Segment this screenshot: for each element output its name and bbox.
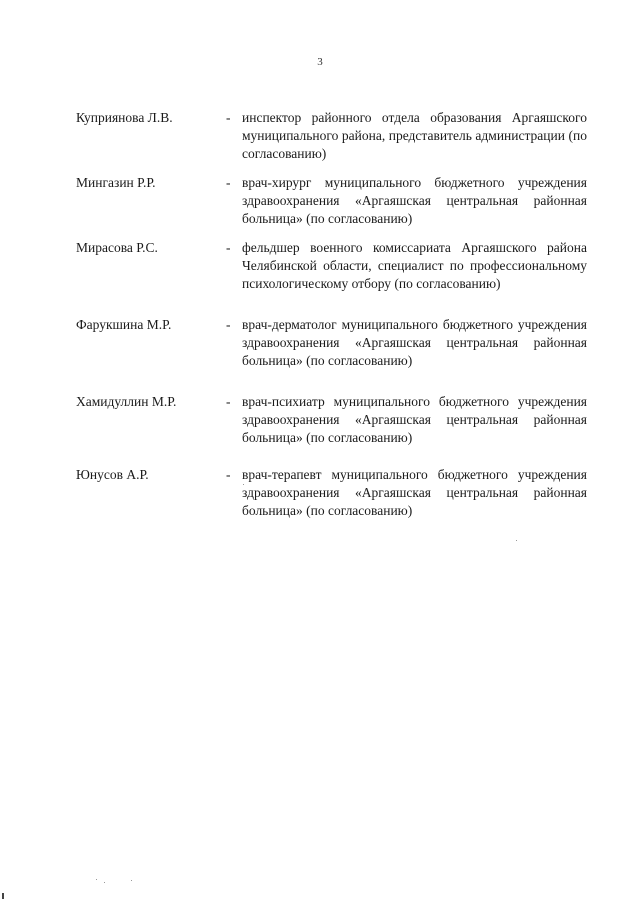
member-dash: -: [226, 240, 231, 255]
member-position: врач-психиатр муниципального бюджетного учреждения здравоохранения «Аргаяшская центральная районная больница» (по согласованию): [242, 394, 587, 445]
member-name: Хамидуллин М.Р.: [76, 394, 177, 409]
scan-speck: [104, 882, 105, 883]
member-entry: [0, 106, 640, 163]
member-dash: -: [226, 175, 231, 190]
member-position: инспектор районного отдела образования Аргаяшского муниципального района, представитель администрации (по согласованию): [242, 110, 587, 161]
scan-speck: [96, 879, 97, 880]
member-name: Юнусов А.Р.: [76, 467, 149, 482]
scan-speck: [516, 540, 517, 541]
member-entry: [0, 313, 640, 370]
member-name: Мингазин Р.Р.: [76, 175, 156, 190]
member-entry: [0, 463, 640, 520]
scan-speck: [2, 893, 4, 899]
member-entry: [0, 171, 640, 228]
member-position: врач-терапевт муниципального бюджетного учреждения здравоохранения «Аргаяшская центральная районная больница» (по согласованию): [242, 467, 587, 518]
member-name: Мирасова Р.С.: [76, 240, 158, 255]
member-position: фельдшер военного комиссариата Аргаяшского района Челябинской области, специалист по профессиональному психологическому отбору (по согласованию): [242, 240, 587, 291]
scan-speck: [243, 484, 244, 485]
member-dash: -: [226, 317, 231, 332]
member-dash: -: [226, 394, 231, 409]
page-number: 3: [317, 56, 323, 68]
member-name: Куприянова Л.В.: [76, 110, 173, 125]
member-entry: [0, 236, 640, 293]
member-dash: -: [226, 467, 231, 482]
member-dash: -: [226, 110, 231, 125]
member-entry: [0, 390, 640, 447]
member-position: врач-хирург муниципального бюджетного учреждения здравоохранения «Аргаяшская центральная районная больница» (по согласованию): [242, 175, 587, 226]
member-name: Фарукшина М.Р.: [76, 317, 172, 332]
commission-members-list: [0, 106, 640, 528]
scan-speck: [131, 880, 132, 881]
member-position: врач-дерматолог муниципального бюджетного учреждения здравоохранения «Аргаяшская центральная районная больница» (по согласованию): [242, 317, 587, 368]
